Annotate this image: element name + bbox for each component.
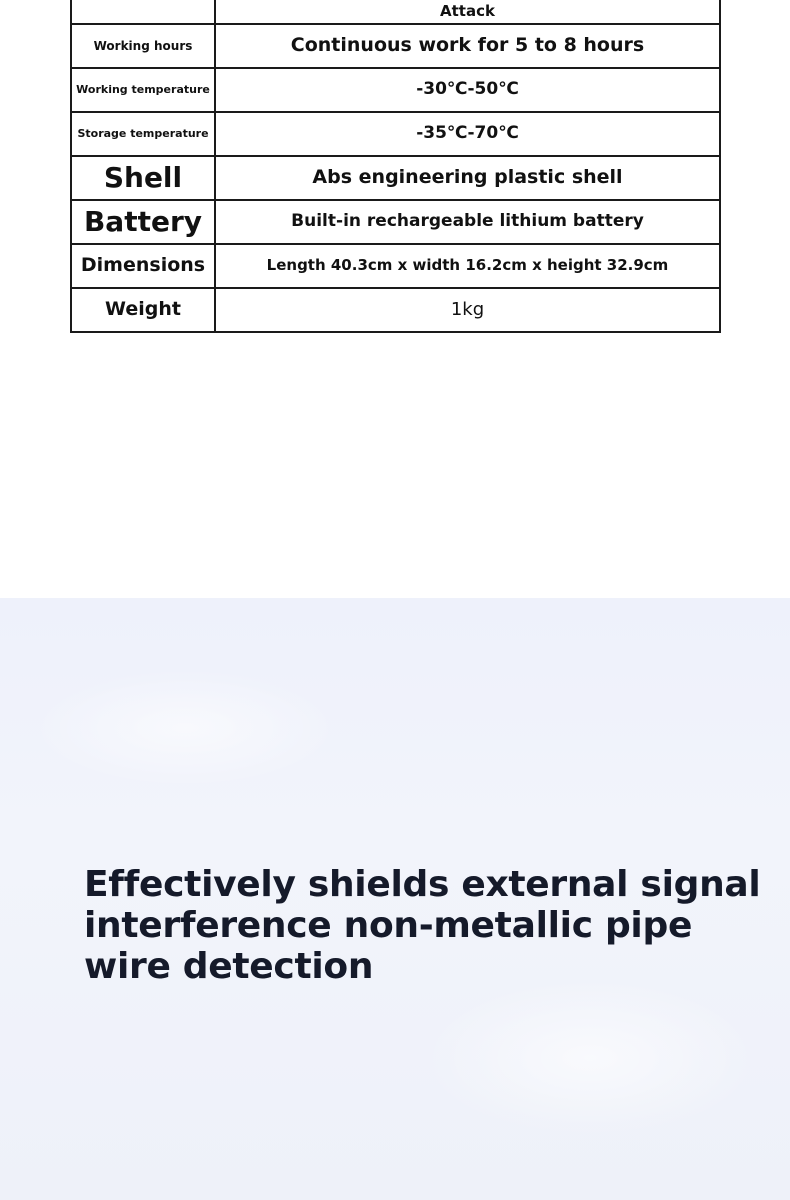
- spec-value-attack: Attack: [215, 0, 720, 24]
- spec-label-storage-temperature: Storage temperature: [71, 112, 215, 156]
- spec-label-shell: Shell: [71, 156, 215, 200]
- banner-decoration: [420, 978, 760, 1138]
- table-row: [71, 68, 720, 112]
- table-row: [71, 24, 720, 68]
- spec-label-battery: Battery: [71, 200, 215, 244]
- spec-label-working-hours: Working hours: [71, 24, 215, 68]
- spec-label-cell: [71, 0, 215, 24]
- spec-value-working-temperature: -30℃-50℃: [215, 68, 720, 112]
- spec-label-dimensions: Dimensions: [71, 244, 215, 288]
- spec-value-shell: Abs engineering plastic shell: [215, 156, 720, 200]
- banner-headline: Effectively shields external signal interference non-metallic pipe wire detection: [84, 864, 761, 987]
- spec-value-storage-temperature: -35℃-70℃: [215, 112, 720, 156]
- banner-decoration: [30, 668, 340, 788]
- spec-table: [70, 0, 721, 333]
- table-row: [71, 200, 720, 244]
- spec-value-working-hours: Continuous work for 5 to 8 hours: [215, 24, 720, 68]
- table-row: [71, 0, 720, 24]
- table-row: [71, 244, 720, 288]
- spec-value-weight: 1kg: [215, 288, 720, 332]
- spec-label-weight: Weight: [71, 288, 215, 332]
- table-row: [71, 156, 720, 200]
- table-row: [71, 112, 720, 156]
- table-row: [71, 288, 720, 332]
- spec-value-dimensions: Length 40.3cm x width 16.2cm x height 32.9cm: [215, 244, 720, 288]
- spec-value-battery: Built-in rechargeable lithium battery: [215, 200, 720, 244]
- feature-banner: [0, 598, 790, 1200]
- spec-label-working-temperature: Working temperature: [71, 68, 215, 112]
